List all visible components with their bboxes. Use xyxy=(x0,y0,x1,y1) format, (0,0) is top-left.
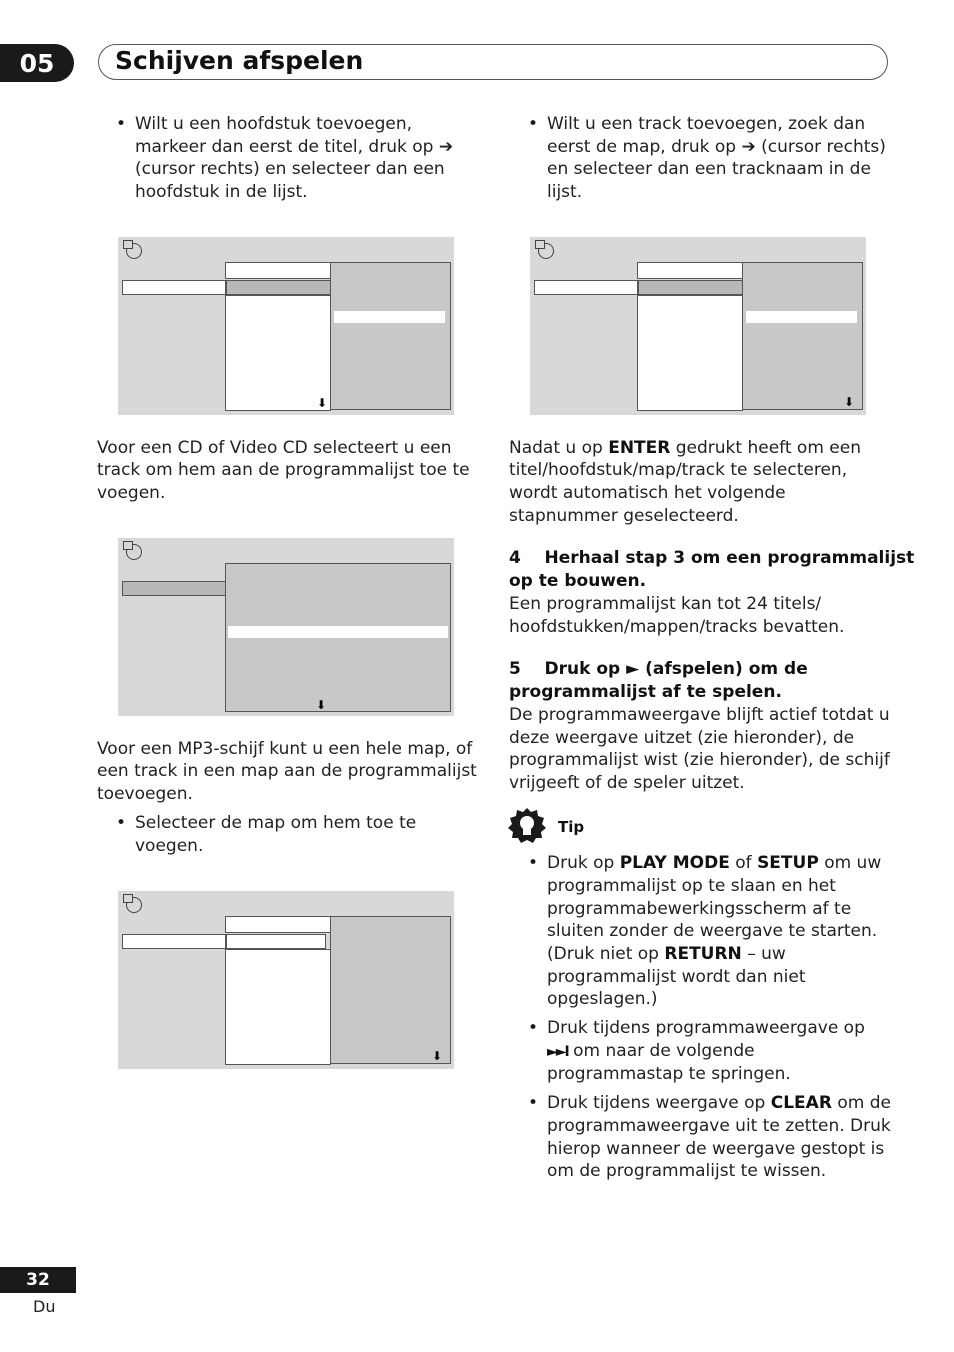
down-arrow-icon: ⬇ xyxy=(316,396,328,410)
text-line: lijst. xyxy=(547,182,583,202)
text-line: titel/hoofdstuk/map/track te selecteren, xyxy=(509,460,848,480)
text-line: programmalijst wordt dan niet xyxy=(547,967,806,987)
text-line: ►►I om naar de volgende xyxy=(547,1041,755,1061)
right-arrow-icon: ➔ xyxy=(741,137,756,157)
play-icon: ► xyxy=(626,659,640,679)
highlighted-row xyxy=(334,311,445,323)
highlighted-row xyxy=(746,311,857,323)
tip-label: Tip xyxy=(558,818,585,836)
text-line: sluiten zonder de weergave te starten. xyxy=(547,921,878,941)
disc-icon xyxy=(126,544,142,560)
text-line: (Druk niet op RETURN – uw xyxy=(547,944,786,964)
bullet-dot: • xyxy=(528,853,539,873)
program-screen-mp3 xyxy=(118,891,454,1069)
down-arrow-icon: ⬇ xyxy=(431,1049,443,1063)
bullet-dot: • xyxy=(116,813,127,833)
lightbulb-icon xyxy=(507,807,547,845)
text-line: programmalijst wist (zie hieronder), de schijf xyxy=(509,750,890,770)
text-line: Een programmalijst kan tot 24 titels/ xyxy=(509,594,822,614)
text-line: programmastap te springen. xyxy=(547,1064,791,1084)
title-item-selected xyxy=(226,280,334,295)
text-line: voegen. xyxy=(97,483,166,503)
text-line: Druk op PLAY MODE of SETUP om uw xyxy=(547,853,882,873)
bullet-dot: • xyxy=(528,1018,539,1038)
highlighted-row xyxy=(228,626,448,638)
title-bar xyxy=(98,44,888,80)
bullet-dot: • xyxy=(528,114,539,134)
text-line: Wilt u een track toevoegen, zoek dan xyxy=(547,114,866,134)
bullet-dot: • xyxy=(116,114,127,134)
list-column-1 xyxy=(122,581,226,596)
program-screen-mp3-track xyxy=(530,237,866,415)
folder-list xyxy=(637,295,743,411)
step-heading: op te bouwen. xyxy=(509,571,647,591)
text-line: Selecteer de map om hem toe te xyxy=(135,813,417,833)
column-header xyxy=(637,262,743,279)
page-number: 32 xyxy=(0,1267,76,1293)
chapter-number: 05 xyxy=(0,44,74,82)
text-line: en selecteer dan een tracknaam in de xyxy=(547,159,871,179)
step-heading: programmalijst af te spelen. xyxy=(509,682,782,702)
text-line: toevoegen. xyxy=(97,784,193,804)
language-code: Du xyxy=(33,1297,56,1316)
bullet-dot: • xyxy=(528,1093,539,1113)
track-list xyxy=(742,262,863,410)
down-arrow-icon: ⬇ xyxy=(315,698,327,712)
step-heading: 5 Druk op ► (afspelen) om de xyxy=(509,659,808,679)
text-line: hoofdstukken/mappen/tracks bevatten. xyxy=(509,617,845,637)
text-line: om de programmalijst te wissen. xyxy=(547,1161,827,1181)
next-icon: ►►I xyxy=(547,1044,568,1060)
text-line: track om hem aan de programmalijst toe te xyxy=(97,460,470,480)
text-line: hierop wanneer de weergave gestopt is xyxy=(547,1139,885,1159)
down-arrow-icon: ⬇ xyxy=(843,395,855,409)
page-title: Schijven afspelen xyxy=(115,46,364,75)
text-line: een track in een map aan de programmalijst xyxy=(97,761,477,781)
program-screen-dvd xyxy=(118,237,454,415)
folder-item-selected xyxy=(638,280,746,295)
text-line: markeer dan eerst de titel, druk op ➔ xyxy=(135,137,454,157)
text-line: voegen. xyxy=(135,836,204,856)
text-line: wordt automatisch het volgende xyxy=(509,483,786,503)
text-line: programmaweergave uit te zetten. Druk xyxy=(547,1116,891,1136)
list-column-1 xyxy=(122,280,226,295)
text-line: vrijgeeft of de speler uitzet. xyxy=(509,773,745,793)
text-line: programmalijst op te slaan en het xyxy=(547,876,836,896)
folder-list xyxy=(225,949,331,1065)
right-arrow-icon: ➔ xyxy=(438,137,454,157)
text-line: Druk tijdens weergave op CLEAR om de xyxy=(547,1093,891,1113)
title-list xyxy=(225,295,331,411)
text-line: (cursor rechts) en selecteer dan een xyxy=(135,159,445,179)
text-line: De programmaweergave blijft actief totdat u xyxy=(509,705,890,725)
track-list xyxy=(330,916,451,1064)
disc-icon xyxy=(538,243,554,259)
text-line: stapnummer geselecteerd. xyxy=(509,506,739,526)
list-column-1 xyxy=(122,934,226,949)
column-header xyxy=(225,916,331,933)
folder-item xyxy=(226,934,326,949)
text-line: Druk tijdens programmaweergave op xyxy=(547,1018,865,1038)
chapter-list xyxy=(330,262,451,410)
list-column-1 xyxy=(534,280,638,295)
text-line: programmabewerkingsscherm af te xyxy=(547,899,852,919)
text-line: Voor een CD of Video CD selecteert u een xyxy=(97,438,452,458)
text-line: Wilt u een hoofdstuk toevoegen, xyxy=(135,114,412,134)
text-line: hoofdstuk in de lijst. xyxy=(135,182,308,202)
text-line: deze weergave uitzet (zie hieronder), de xyxy=(509,728,855,748)
text-line: opgeslagen.) xyxy=(547,989,658,1009)
text-line: Nadat u op ENTER gedrukt heeft om een xyxy=(509,438,861,458)
column-header xyxy=(225,262,331,279)
step-heading: 4 Herhaal stap 3 om een programmalijst xyxy=(509,548,915,568)
text-line: eerst de map, druk op ➔ (cursor rechts) xyxy=(547,137,886,157)
program-screen-vcd xyxy=(118,538,454,716)
text-line: Voor een MP3-schijf kunt u een hele map, of xyxy=(97,739,473,759)
disc-icon xyxy=(126,897,142,913)
disc-icon xyxy=(126,243,142,259)
